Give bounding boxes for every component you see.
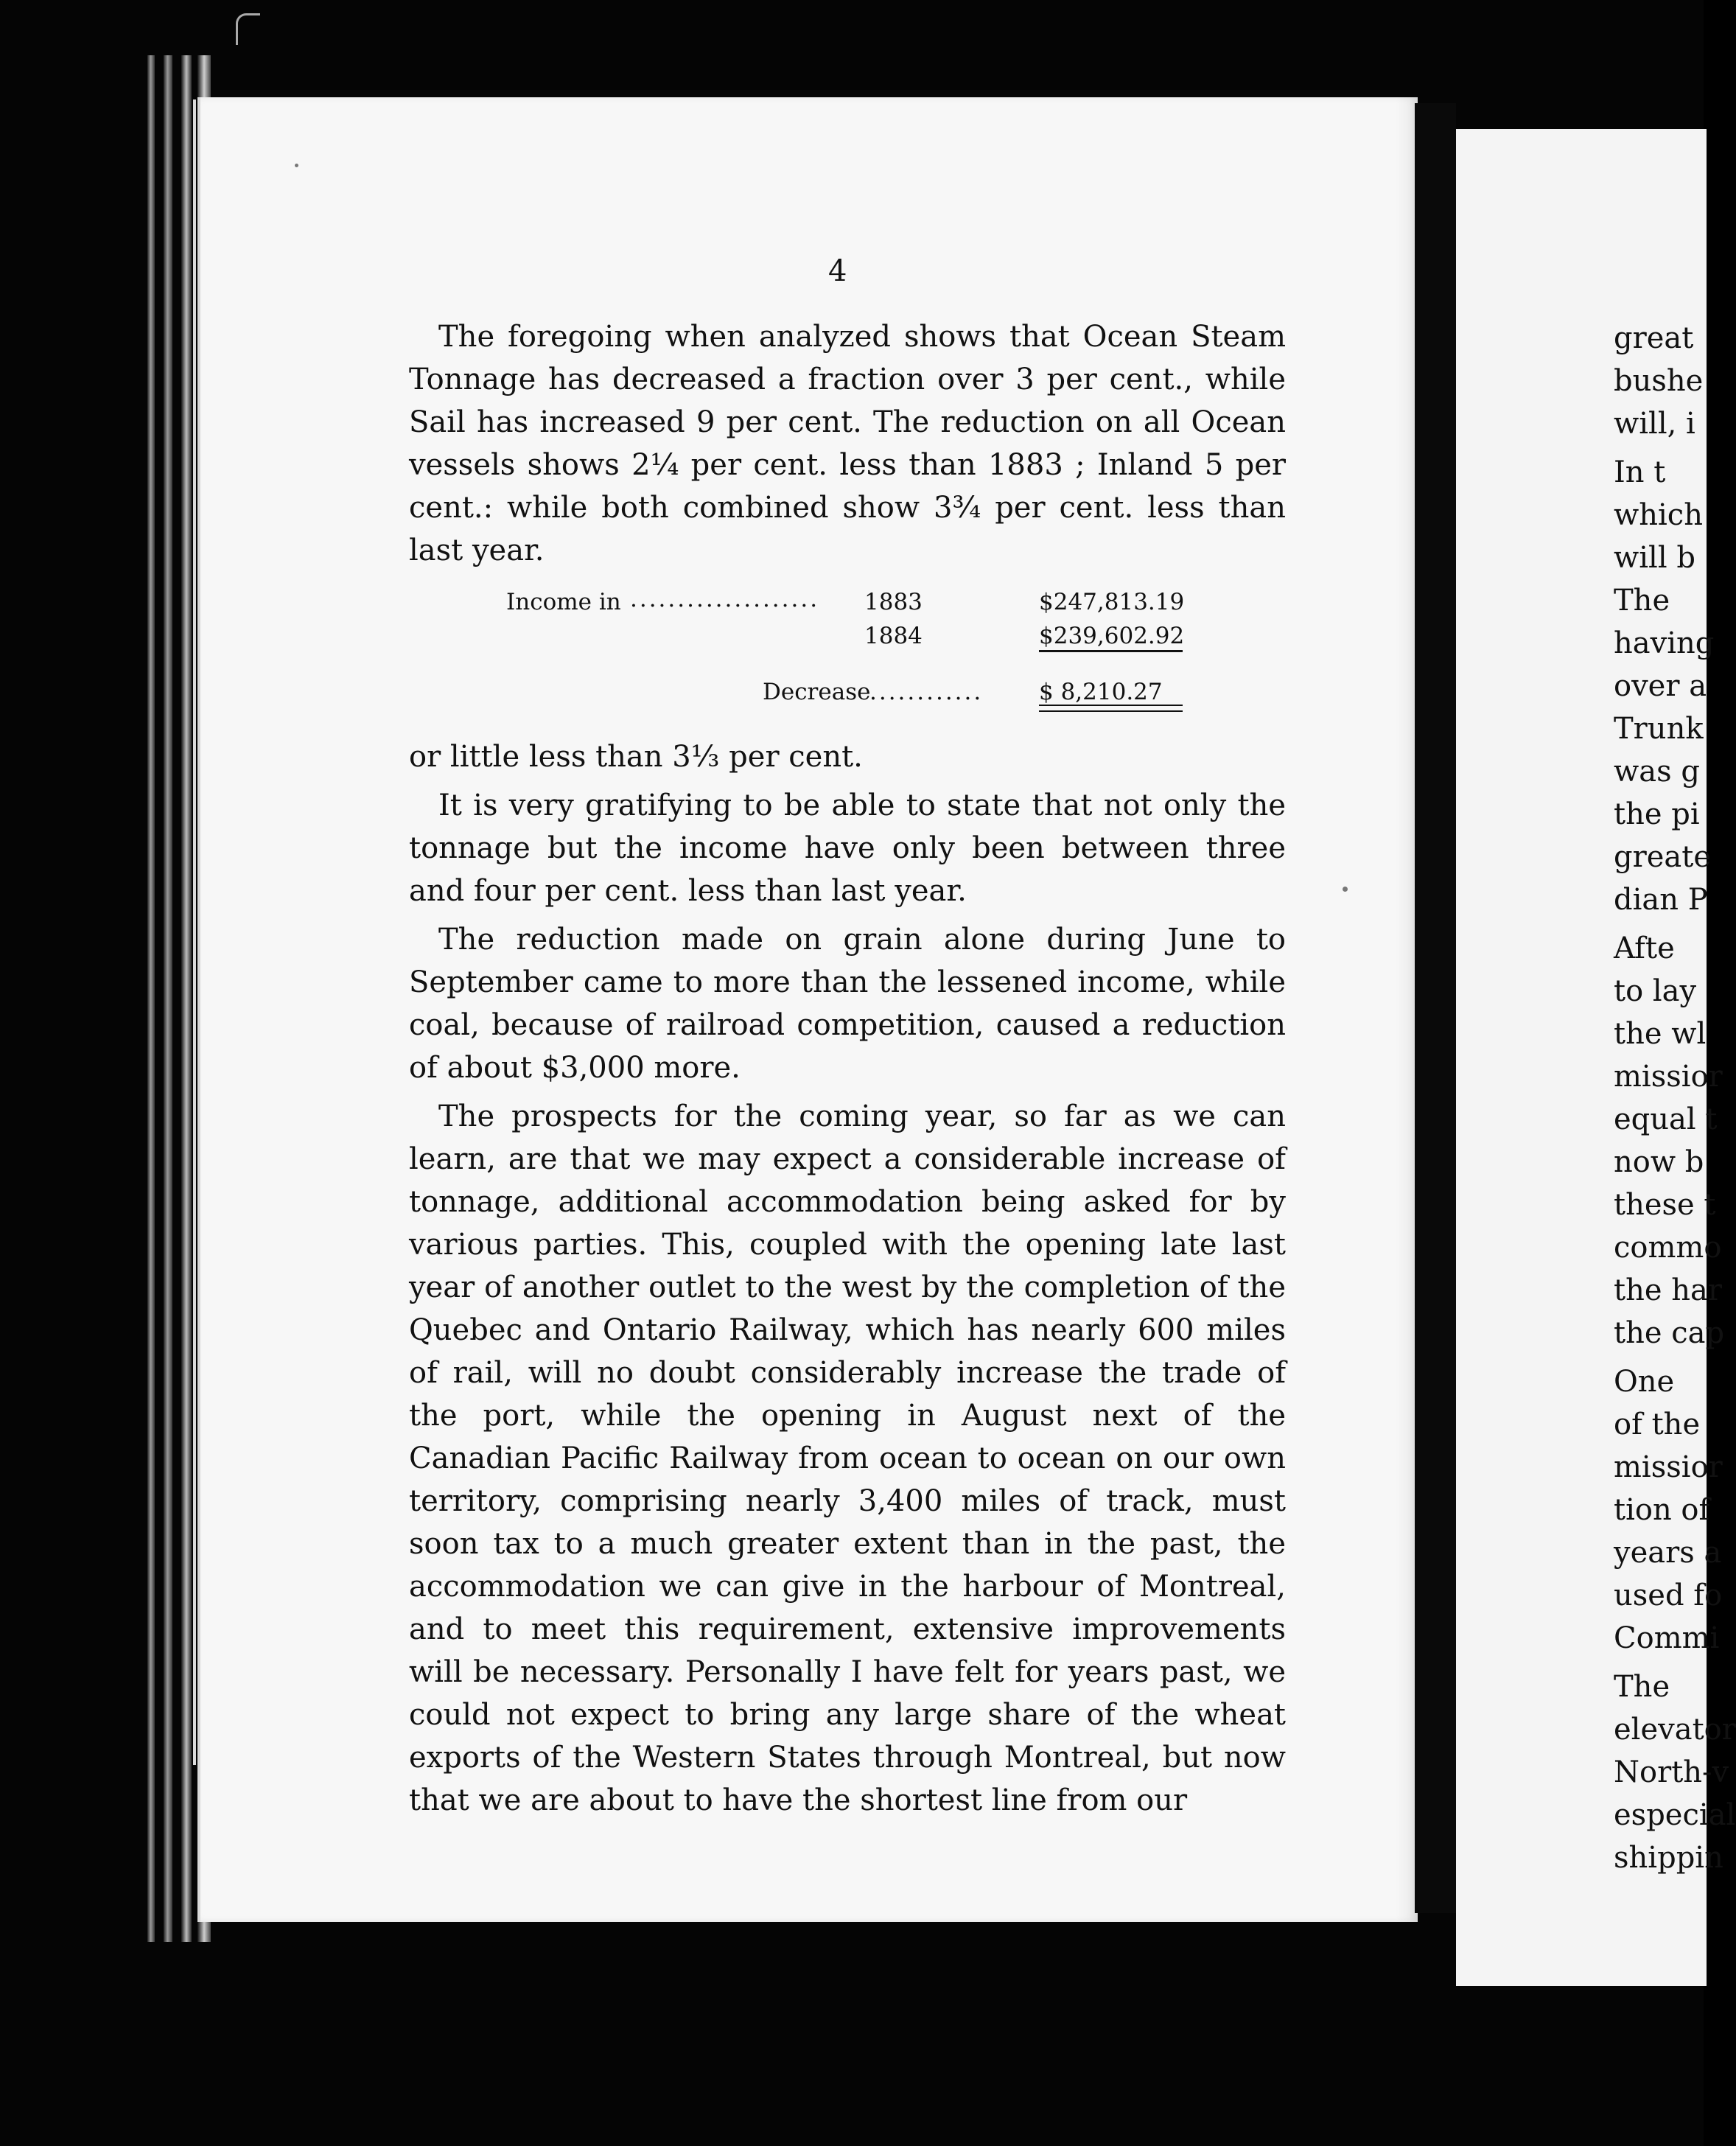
right-line: the har bbox=[1614, 1273, 1722, 1307]
decrease-value: $ 8,210.27 bbox=[1039, 679, 1163, 705]
right-line: equal t bbox=[1614, 1102, 1718, 1136]
right-line: now b bbox=[1614, 1145, 1704, 1179]
right-line: elevator bbox=[1614, 1713, 1736, 1747]
right-line: was g bbox=[1614, 755, 1700, 789]
page-speck bbox=[295, 164, 298, 167]
total-double-rule bbox=[1039, 705, 1183, 712]
paragraph: The prospects for the coming year, so far as we can learn, are that we may expect a considerable increase of tonnage, additional accommodation being asked for by various parties. This, coupled with the opening late last year of another outlet to the west by the completion of the Quebec and Ontario Railway, which has nearly 600 miles of rail, will no doubt considerably increase the trade of the port, while the opening in August next of the Canadian Pacific Railway from ocean to ocean on our own territory, comprising nearly 3,400 miles of track, must soon tax to a much greater extent than in the past, the accommodation we can give in the harbour of Montreal, and to meet this requirement, extensive improvements will be necessary. Personally I have felt for years past, we could not expect to bring any large share of the wheat exports of the Western States through Montreal, but now that we are about to have the shortest line from our bbox=[409, 1100, 1286, 1817]
binding-strip bbox=[147, 55, 155, 1942]
right-line: Trunk bbox=[1614, 712, 1704, 746]
right-line: North-v bbox=[1614, 1755, 1729, 1789]
decrease-label: Decrease bbox=[763, 679, 871, 705]
right-line: In t bbox=[1614, 455, 1666, 489]
right-line: will b bbox=[1614, 541, 1695, 575]
income-label: Income in bbox=[506, 589, 621, 615]
right-line: dian P bbox=[1614, 883, 1708, 917]
right-line: the pi bbox=[1614, 797, 1700, 831]
right-line: The bbox=[1614, 584, 1670, 618]
leader-dots: ............ bbox=[869, 679, 984, 705]
right-line: these t bbox=[1614, 1188, 1716, 1222]
sum-rule bbox=[1039, 650, 1183, 652]
scan-corner-mark bbox=[236, 13, 260, 45]
right-line: the wl bbox=[1614, 1017, 1707, 1051]
right-page-text bbox=[1614, 317, 1736, 1879]
right-line: shippin bbox=[1614, 1841, 1723, 1875]
right-line: used fo bbox=[1614, 1579, 1723, 1612]
right-line: bushe bbox=[1614, 364, 1704, 398]
leader-dots: .................... bbox=[630, 586, 820, 612]
right-line: missior bbox=[1614, 1450, 1723, 1484]
right-line: greate bbox=[1614, 840, 1711, 874]
right-line: Commi bbox=[1614, 1621, 1720, 1655]
income-year-1: 1883 bbox=[864, 589, 923, 615]
income-value-2: $239,602.92 bbox=[1039, 623, 1185, 649]
binding-strip bbox=[164, 55, 172, 1942]
paragraph: The foregoing when analyzed shows that Ocean Steam Tonnage has decreased a fraction over 3 per cent., while Sail has increased 9 per cent. The reduction on all Ocean vessels shows 2¼ per cent. less than 1883 ; Inland 5 per cent.: while both combined show 3¾ per cent. less than last year. bbox=[409, 320, 1286, 567]
income-value-1: $247,813.19 bbox=[1039, 589, 1185, 615]
binding-strip bbox=[181, 55, 192, 1942]
right-line: great bbox=[1614, 321, 1694, 355]
right-line: having bbox=[1614, 626, 1715, 660]
right-line: missior bbox=[1614, 1060, 1723, 1094]
right-line: of the bbox=[1614, 1408, 1701, 1441]
right-line: which bbox=[1614, 498, 1703, 532]
right-line: will, i bbox=[1614, 407, 1695, 441]
paragraph: It is very gratifying to be able to state that not only the tonnage but the income have only been between three and four per cent. less than last year. bbox=[409, 789, 1286, 908]
main-text-column bbox=[409, 315, 1286, 1828]
book-gutter bbox=[1415, 103, 1456, 1913]
right-line: especial bbox=[1614, 1798, 1736, 1832]
right-line: commo bbox=[1614, 1231, 1722, 1265]
right-line: to lay bbox=[1614, 974, 1697, 1008]
page-number: 4 bbox=[828, 254, 847, 288]
right-line: Afte bbox=[1614, 932, 1675, 965]
income-year-2: 1884 bbox=[864, 623, 923, 649]
income-table bbox=[409, 578, 1286, 733]
page-speck bbox=[1343, 887, 1348, 892]
right-line: The bbox=[1614, 1670, 1670, 1704]
right-line: One bbox=[1614, 1365, 1675, 1399]
binding-strip bbox=[193, 99, 196, 1765]
right-line: the cap bbox=[1614, 1316, 1725, 1350]
right-line: over a bbox=[1614, 669, 1707, 703]
right-line: years a bbox=[1614, 1536, 1722, 1570]
right-line: tion of bbox=[1614, 1493, 1710, 1527]
paragraph: The reduction made on grain alone during June to September came to more than the lessened income, while coal, because of railroad competition, caused a reduction of about $3,000 more. bbox=[409, 923, 1286, 1085]
paragraph: or little less than 3⅓ per cent. bbox=[409, 740, 863, 774]
